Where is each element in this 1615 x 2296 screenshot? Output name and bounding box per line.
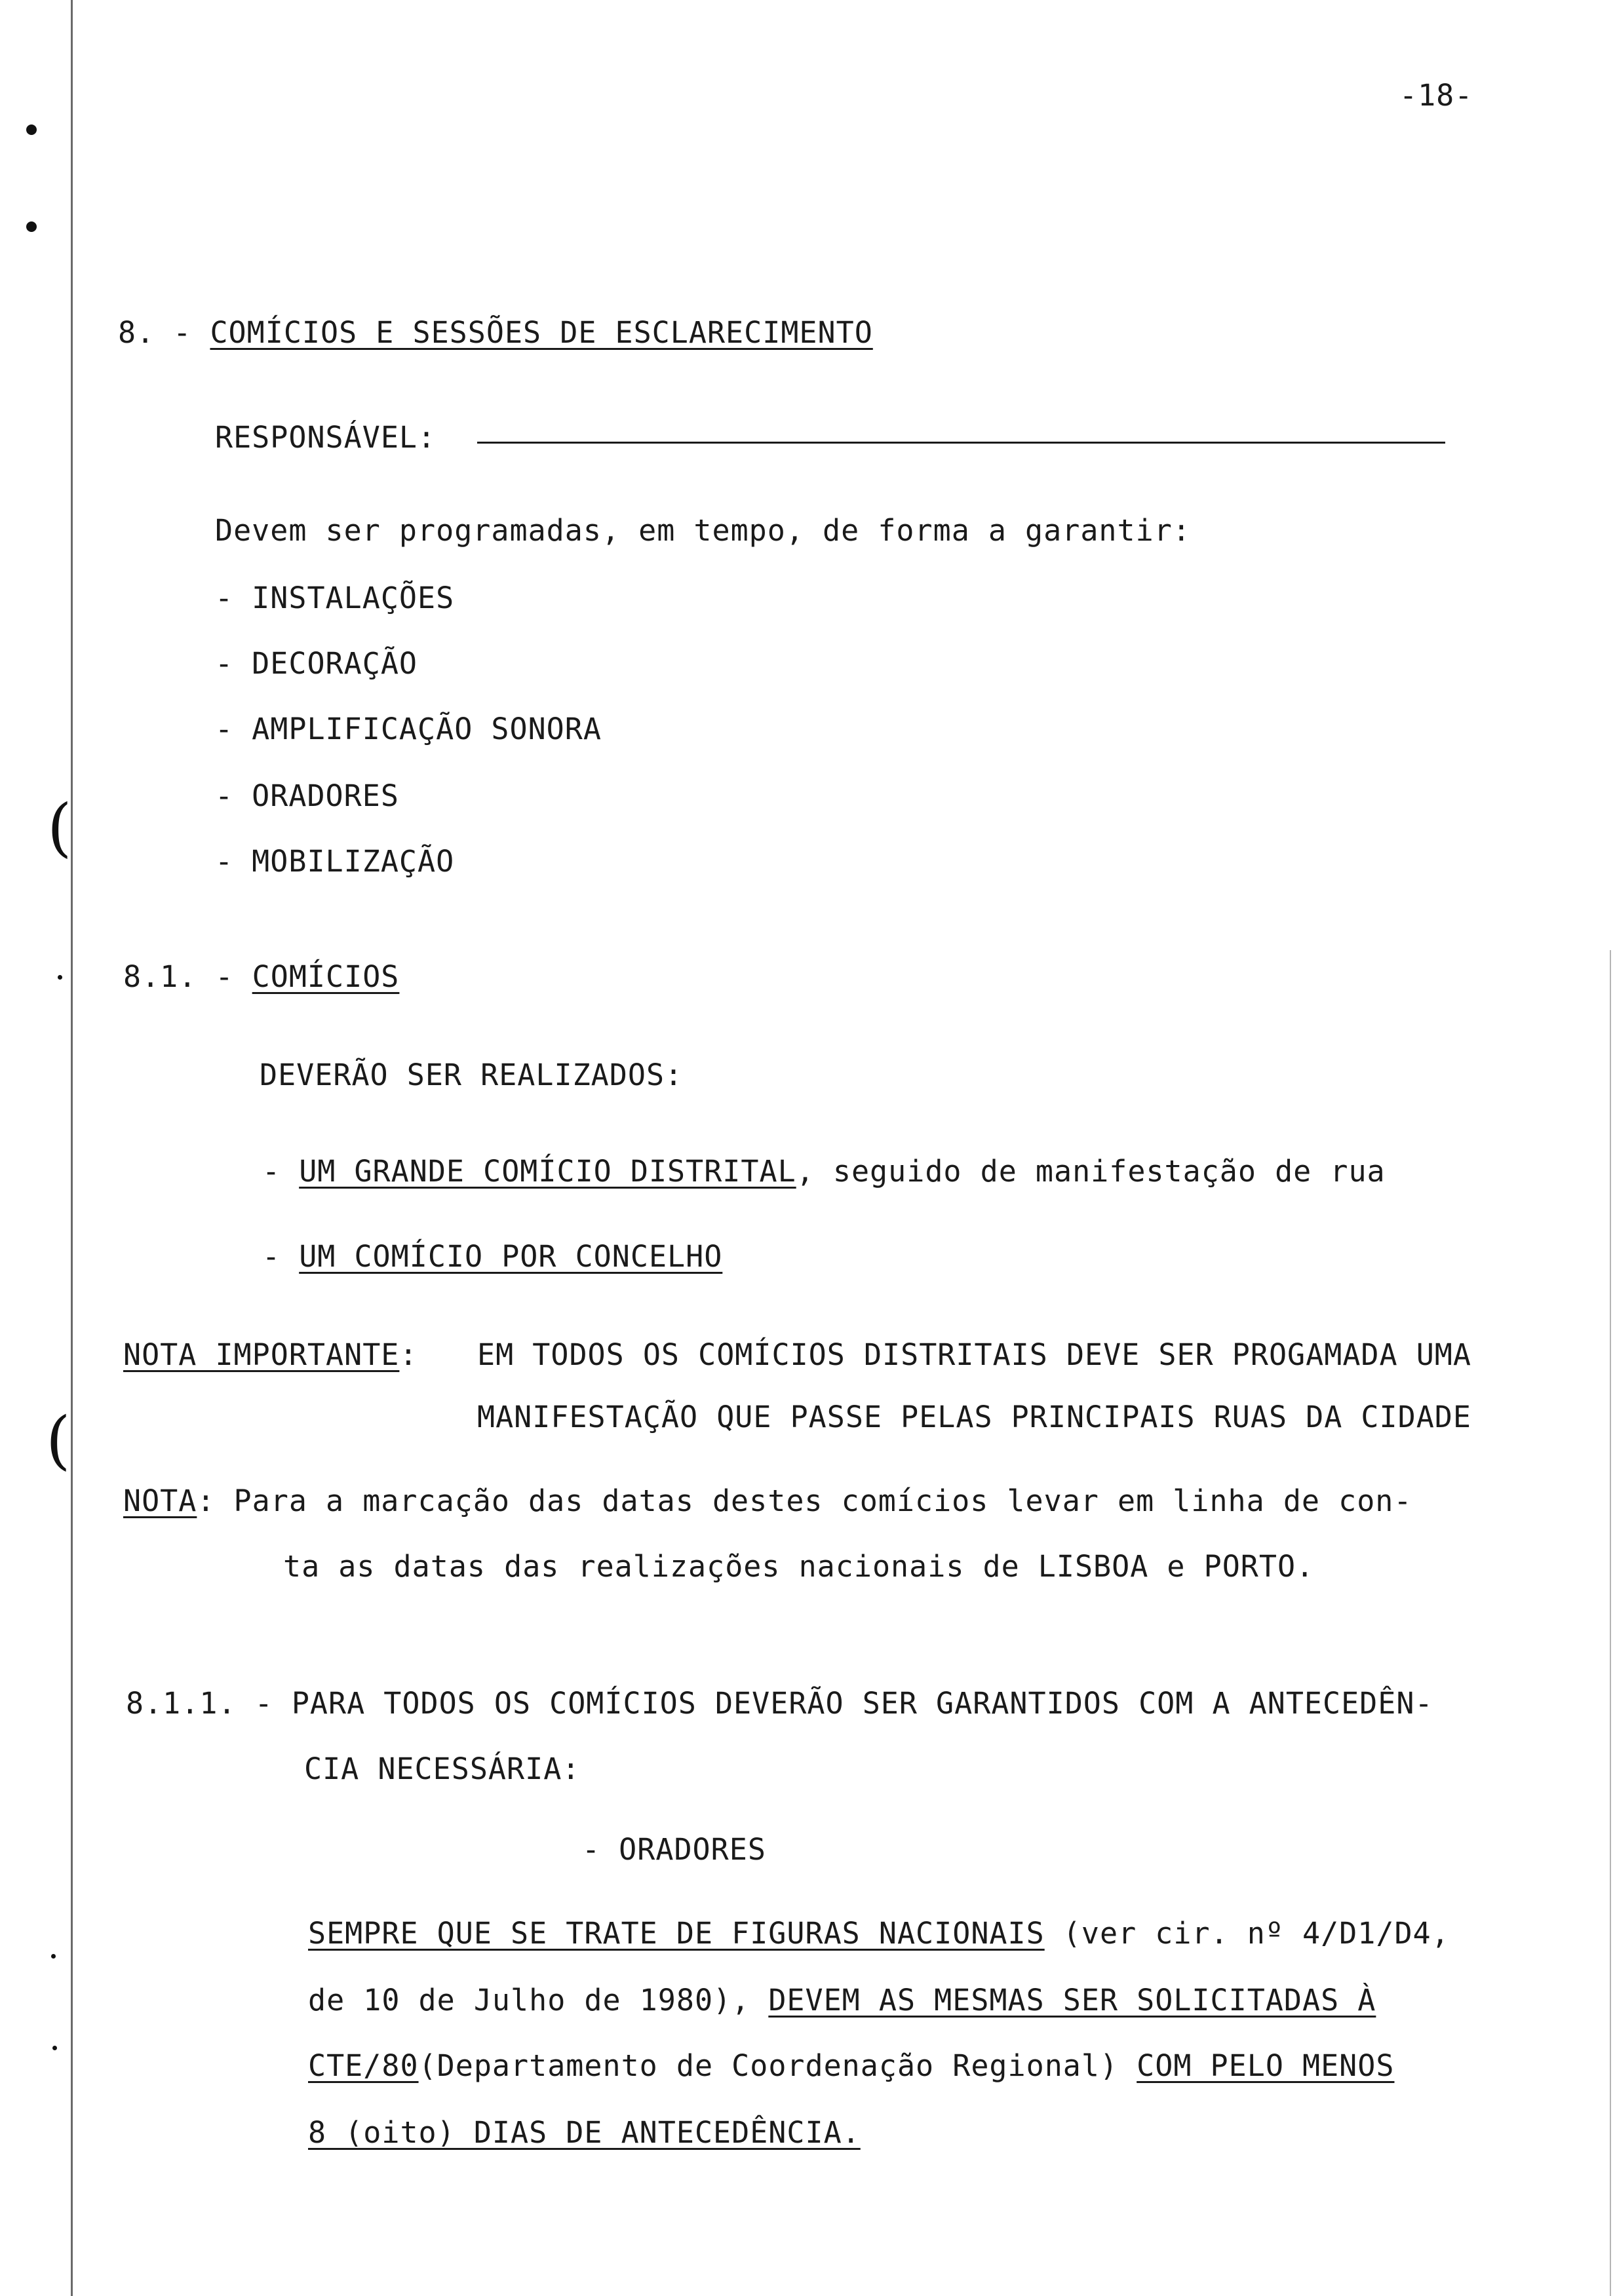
section-8-intro: Devem ser programadas, em tempo, de forma a garantir: <box>215 513 1191 548</box>
left-margin-rule <box>71 0 73 2296</box>
note-label: NOTA <box>123 1483 197 1518</box>
speakers-item: - ORADORES <box>582 1832 766 1867</box>
list-item: - MOBILIZAÇÃO <box>215 844 455 879</box>
speakers-paragraph-line: CTE/80(Departamento de Coordenação Regional) COM PELO MENOS <box>308 2048 1395 2083</box>
punch-hole-mark <box>26 124 37 135</box>
rally-item-council-emphasis: UM COMÍCIO POR CONCELHO <box>299 1239 723 1274</box>
responsible-label: RESPONSÁVEL: <box>215 420 437 455</box>
scan-speck <box>52 2046 57 2050</box>
section-8-1-1-line: 8.1.1. - PARA TODOS OS COMÍCIOS DEVERÃO SER GARANTIDOS COM A ANTECEDÊN- <box>126 1686 1433 1721</box>
section-8-1-1-line: CIA NECESSÁRIA: <box>304 1751 581 1786</box>
list-item: - INSTALAÇÕES <box>215 581 455 615</box>
right-margin-rule <box>1610 950 1611 2296</box>
section-8-1-lead: DEVERÃO SER REALIZADOS: <box>260 1058 684 1092</box>
section-title: COMÍCIOS E SESSÕES DE ESCLARECIMENTO <box>210 315 873 350</box>
rally-item-district: - UM GRANDE COMÍCIO DISTRITAL, seguido de manifestação de rua <box>262 1154 1386 1189</box>
scan-speck <box>58 975 62 980</box>
important-note-label: NOTA IMPORTANTE: <box>123 1337 418 1372</box>
rally-item-council: - UM COMÍCIO POR CONCELHO <box>262 1239 723 1274</box>
list-item: - AMPLIFICAÇÃO SONORA <box>215 712 602 746</box>
rally-item-district-emphasis: UM GRANDE COMÍCIO DISTRITAL <box>299 1154 796 1189</box>
section-number: 8. - <box>118 315 192 350</box>
page-number: -18- <box>1399 78 1473 113</box>
binder-ring-mark: ( <box>46 1404 71 1477</box>
list-item: - ORADORES <box>215 778 399 813</box>
section-number: 8.1. - <box>123 959 234 994</box>
speakers-paragraph-line: de 10 de Julho de 1980), DEVEM AS MESMAS SER SOLICITADAS À <box>308 1983 1376 2018</box>
section-title: COMÍCIOS <box>252 959 400 994</box>
list-item: - DECORAÇÃO <box>215 646 418 681</box>
speakers-paragraph-line: 8 (oito) DIAS DE ANTECEDÊNCIA. <box>308 2115 861 2150</box>
important-note-line: EM TODOS OS COMÍCIOS DISTRITAIS DEVE SER PROGAMADA UMA <box>477 1337 1471 1372</box>
section-8-heading <box>118 315 873 350</box>
punch-hole-mark <box>26 221 37 232</box>
note-line: ta as datas das realizações nacionais de LISBOA e PORTO. <box>283 1549 1315 1584</box>
binder-ring-mark: ( <box>47 791 72 864</box>
section-8-1-heading <box>123 959 400 994</box>
responsible-blank-line <box>477 442 1445 444</box>
scan-speck <box>51 1954 56 1959</box>
important-note-line: MANIFESTAÇÃO QUE PASSE PELAS PRINCIPAIS RUAS DA CIDADE <box>477 1400 1471 1434</box>
speakers-paragraph-line: SEMPRE QUE SE TRATE DE FIGURAS NACIONAIS (ver cir. nº 4/D1/D4, <box>308 1916 1450 1951</box>
note-line: NOTA: Para a marcação das datas destes comícios levar em linha de con- <box>123 1483 1412 1518</box>
